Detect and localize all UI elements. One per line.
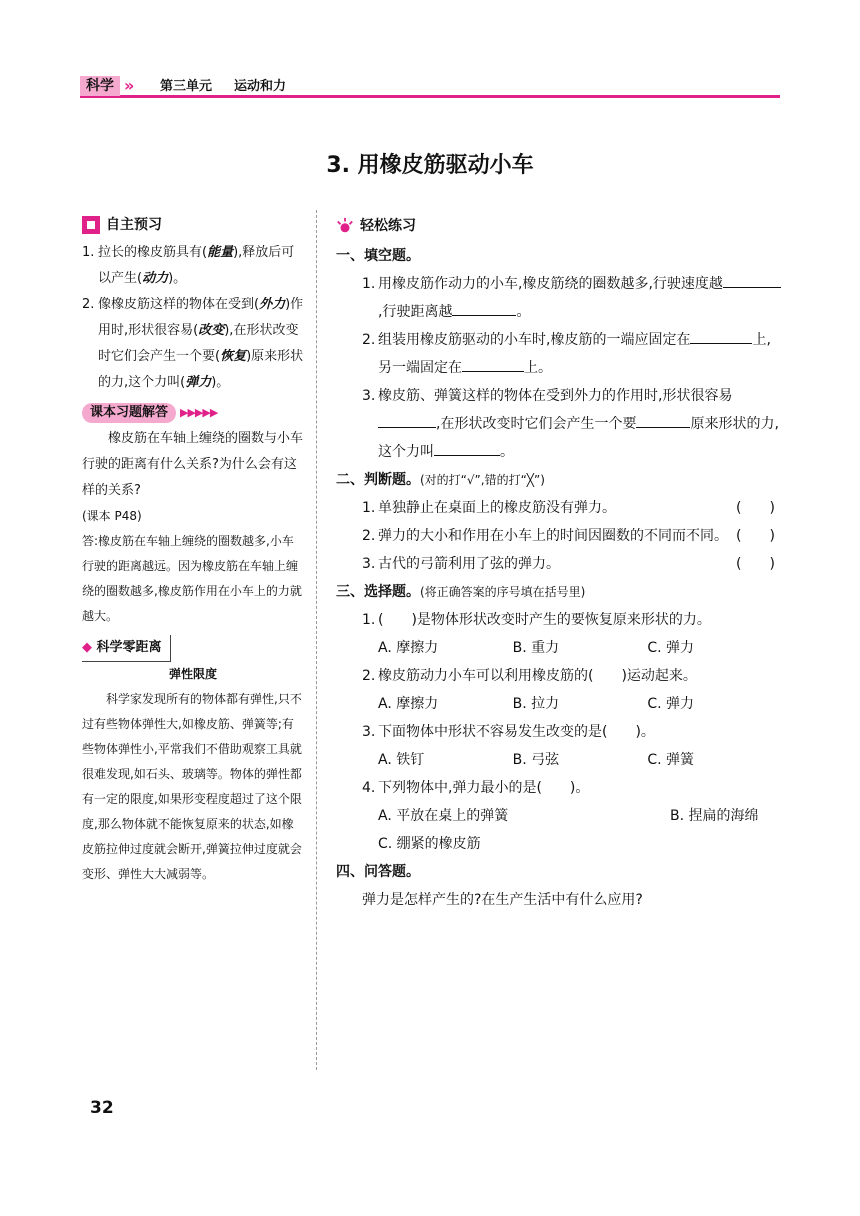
answer-blank[interactable] (690, 327, 752, 344)
practice-heading (336, 212, 782, 240)
fill-q1: 1. 用橡皮筋作动力的小车,橡皮筋绕的圈数越多,行驶速度越,行驶距离越 。 (336, 270, 782, 326)
subject-label: 科学 (80, 76, 120, 96)
page-number: 32 (90, 1098, 114, 1118)
option[interactable]: B. 拉力 (512, 696, 560, 712)
preview-heading-text: 自主预习 (106, 217, 162, 233)
qa-question: 弹力是怎样产生的?在生产生活中有什么应用? (362, 892, 643, 908)
textbook-answer: 答:橡皮筋在车轴上缠绕的圈数越多,小车行驶的距离越远。因为橡皮筋在车轴上缠绕的圈数越多,橡皮筋作用在小车上的力就越大。 (82, 534, 302, 623)
section-qa-title: 四、问答题。 (336, 864, 420, 880)
option[interactable]: C. 弹力 (647, 696, 695, 712)
sun-icon (336, 217, 354, 235)
left-column (82, 212, 304, 887)
page-title: 3. 用橡皮筋驱动小车 (326, 153, 534, 178)
section-judge-title: 二、判断题。(对的打“√”,错的打“╳”) (336, 472, 545, 488)
answer-blank[interactable] (636, 411, 690, 428)
choice-q3: 3. 下面物体中形状不容易发生改变的是( )。 (362, 724, 655, 740)
section-fill-title: 一、填空题。 (336, 248, 420, 264)
unit-label: 第三单元 (160, 79, 213, 94)
science-heading (82, 635, 304, 662)
chevron-double-icon: » (124, 76, 135, 95)
choice-q4-options-2 (336, 830, 782, 858)
section-choice-title: 三、选择题。(将正确答案的序号填在括号里) (336, 584, 586, 600)
answer-blank[interactable] (452, 299, 516, 316)
fill-q2: 2. 组装用橡皮筋驱动的小车时,橡皮筋的一端应固定在 上,另一端固定在 上。 (336, 326, 782, 382)
option[interactable]: C. 弹力 (647, 640, 695, 656)
answer-blank[interactable] (723, 271, 781, 288)
answer-paren[interactable]: ( ) (736, 528, 775, 544)
science-subtitle: 弹性限度 (168, 667, 217, 681)
choice-q2: 2. 橡皮筋动力小车可以利用橡皮筋的( )运动起来。 (362, 668, 697, 684)
topic-label: 运动和力 (234, 79, 287, 94)
option[interactable]: B. 捏扁的海绵 (670, 808, 759, 824)
item-text: 拉长的橡皮筋具有(能量),释放后可以产生(动力)。 (98, 245, 295, 286)
option[interactable]: A. 铁钉 (378, 752, 425, 768)
textbook-heading (82, 400, 304, 426)
option[interactable]: C. 绷紧的橡皮筋 (378, 836, 481, 852)
right-column (336, 212, 782, 914)
option[interactable]: B. 重力 (512, 640, 560, 656)
option[interactable]: C. 弹簧 (647, 752, 695, 768)
arrows-icon: ▶▶▶▶▶ (180, 406, 218, 419)
choice-q1-options (336, 634, 782, 662)
option[interactable]: A. 平放在桌上的弹簧 (378, 808, 509, 824)
answer-blank[interactable] (378, 411, 436, 428)
science-tag: ◆ 科学零距离 (82, 635, 171, 662)
box-icon: ◆ (82, 640, 92, 655)
item-number: 1. (82, 245, 95, 260)
textbook-question: 橡皮筋在车轴上缠绕的圈数与小车行驶的距离有什么关系?为什么会有这样的关系? (82, 431, 304, 498)
preview-icon (82, 216, 100, 234)
option[interactable]: B. 弓弦 (512, 752, 560, 768)
choice-q3-options (336, 746, 782, 774)
fill-q3: 3. 橡皮筋、弹簧这样的物体在受到外力的作用时,形状很容易,在形状改变时它们会产生一个要 原来形状的力,这个力叫 。 (362, 388, 779, 460)
option[interactable]: A. 摩擦力 (378, 640, 439, 656)
option[interactable]: A. 摩擦力 (378, 696, 439, 712)
textbook-ref: (课本 P48) (82, 509, 142, 523)
judge-q3: 3. ( ) 古代的弓箭利用了弦的弹力。 (336, 550, 782, 578)
judge-q1: 1. ( ) 单独静止在桌面上的橡皮筋没有弹力。 (336, 494, 782, 522)
textbook-heading-text: 课本习题解答 (82, 403, 176, 423)
item-text: 像橡皮筋这样的物体在受到(外力)作用时,形状很容易(改变),在形状改变时它们会产生一个要(恢复)原来形状的力,这个力叫(弹力)。 (98, 297, 304, 390)
practice-heading-text: 轻松练习 (360, 218, 416, 234)
item-number: 2. (82, 297, 95, 312)
answer-paren[interactable]: ( ) (736, 556, 775, 572)
answer-blank[interactable] (462, 355, 524, 372)
judge-q2: 2. 弹力的大小和作用在小车上的时间因圈数的不同而不同。 ( ) (336, 522, 782, 550)
choice-q2-options (336, 690, 782, 718)
preview-item-2 (82, 292, 304, 396)
answer-paren[interactable]: ( ) (736, 500, 775, 516)
choice-q1: 1. ( )是物体形状改变时产生的要恢复原来形状的力。 (362, 612, 711, 628)
preview-item-1 (82, 240, 304, 292)
preview-heading (82, 212, 304, 238)
choice-q4: 4. 下列物体中,弹力最小的是( )。 (362, 780, 590, 796)
choice-q4-options (336, 802, 782, 830)
column-divider (316, 210, 317, 1070)
answer-blank[interactable] (434, 439, 500, 456)
science-body: 科学家发现所有的物体都有弹性,只不过有些物体弹性大,如橡皮筋、弹簧等;有些物体弹性小,平常我们不借助观察工具就很难发现,如石头、玻璃等。物体的弹性都有一定的限度,如果形变程度超过了这个限度,那么物体就不能恢复原来的状态,如橡皮筋拉伸过度就会断开,弹簧拉伸过度就会变形、弹性大大减弱等。 (82, 692, 302, 881)
